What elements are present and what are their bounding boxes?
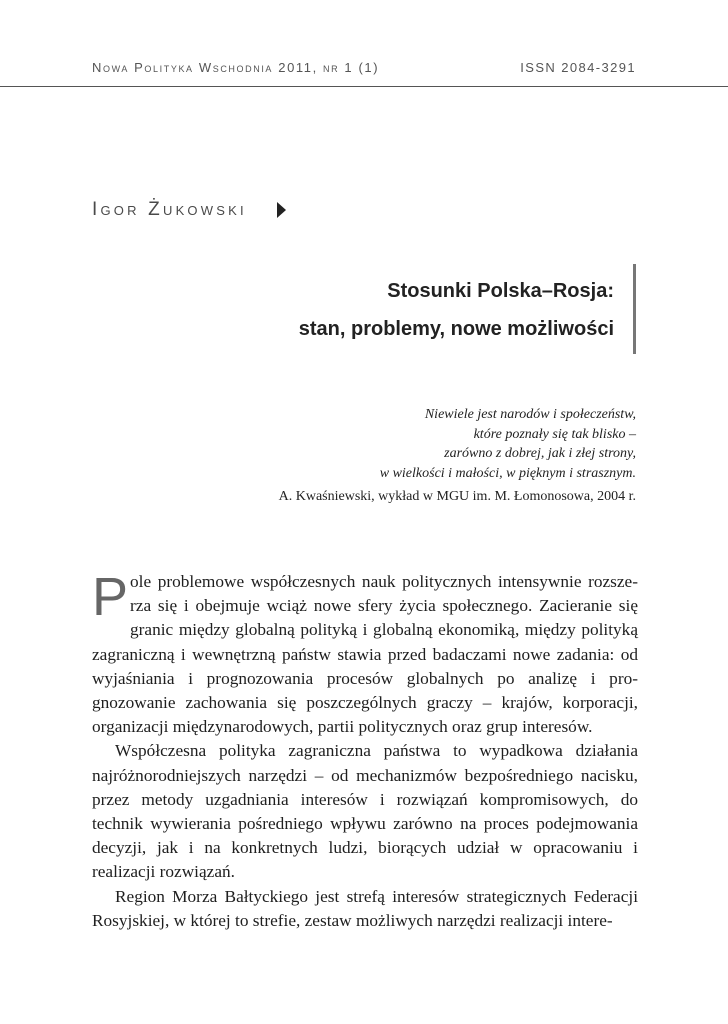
title-line-1: Stosunki Polska–Rosja: xyxy=(387,280,614,302)
epigraph-line: Niewiele jest narodów i społeczeństw, xyxy=(424,407,636,422)
paragraph-2: Współczesna polityka zagraniczna państwa to wypadkowa działania najróżnorodniejszych narzędzi – od mechanizmów bezpośredniego nacisku, przez metody uzgadniania interesów i rozwiązań kompromisowych, do technik wywierania pośredniego wpływu zarówno na proces podejmowania decyzji, jak i na konkretnych ludzi, biorących udział w opracowaniu i realizacji rozwiązań. xyxy=(92,741,638,882)
drop-cap: P xyxy=(92,567,129,627)
epigraph-line: w wielkości i małości, w pięknym i strasznym. xyxy=(379,465,636,481)
triangle-right-icon xyxy=(277,202,286,218)
article-body xyxy=(92,567,638,933)
paragraph-1-text: ole problemowe współczesnych nauk politycznych intensywnie rozszerza się i obejmuje wciąż nowe sfery życia społecznego. Zacieranie się granic między globalną polityką i globalną ekonomiką, między polityką zagraniczną i wewnętrzną państw stawia przed badaczami nowe zadania: od wyjaśniania i prognozowania procesów globalnych po analizę i prognozowanie zachowania się poszczególnych graczy – krajów, korporacji, organizacji międzynarodowych, partii politycznych oraz grup interesów. xyxy=(92,572,638,737)
paragraph-1 xyxy=(92,567,638,739)
running-header xyxy=(0,58,728,87)
journal-name: Nowa Polityka Wschodnia 2011, nr 1 (1) xyxy=(92,60,380,75)
title-line-2: stan, problemy, nowe możliwości xyxy=(298,318,614,340)
author-name: Igor Żukowski xyxy=(92,199,247,220)
paragraph-3: Region Morza Bałtyckiego jest strefą interesów strategicznych Federacji Rosyjskiej, w której to strefie, zestaw możliwych narzędzi realizacji intere- xyxy=(92,886,638,930)
author-row xyxy=(92,196,286,224)
epigraph-source: A. Kwaśniewski, wykład w MGU im. M. Łomonosowa, 2004 r. xyxy=(278,489,636,504)
issn: ISSN 2084-3291 xyxy=(520,60,636,75)
article-title xyxy=(299,272,614,348)
epigraph-line: zarówno z dobrej, jak i złej strony, xyxy=(444,446,636,461)
title-accent-bar xyxy=(633,264,636,354)
epigraph xyxy=(279,405,636,507)
epigraph-line: które poznały się tak blisko – xyxy=(473,426,636,442)
